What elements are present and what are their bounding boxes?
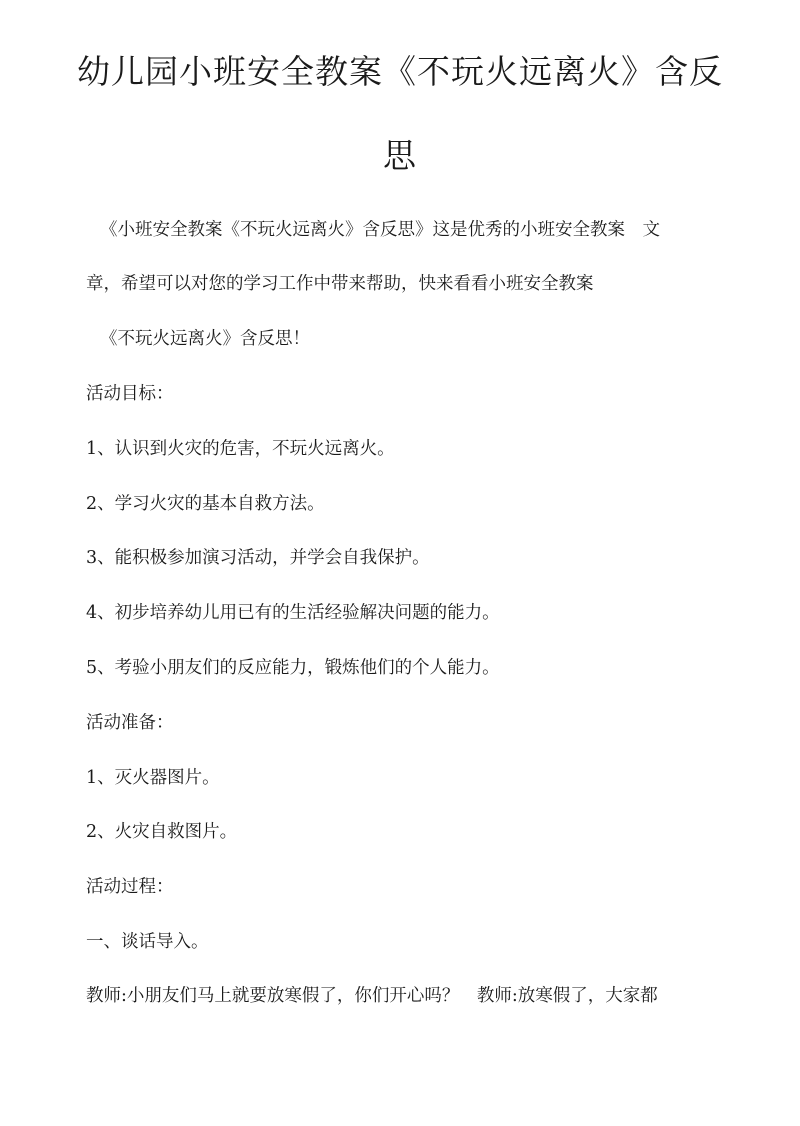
process-heading: 活动过程： — [86, 877, 174, 897]
document-title-line-1: 幼儿园小班安全教案《不玩火远离火》含反 — [77, 52, 723, 91]
prep-heading: 活动准备： — [86, 713, 174, 733]
intro-line-1: 《小班安全教案《不玩火远离火》含反思》这是优秀的小班安全教案 文 — [100, 220, 660, 240]
process-step-1: 一、谈话导入。 — [86, 932, 209, 952]
goal-item-5: 5、考验小朋友们的反应能力，锻炼他们的个人能力。 — [86, 658, 500, 678]
goals-heading: 活动目标： — [86, 384, 174, 404]
goal-item-2: 2、学习火灾的基本自救方法。 — [86, 494, 325, 514]
intro-line-3: 《不玩火远离火》含反思！ — [100, 329, 310, 349]
document-title-line-2: 思 — [383, 136, 417, 175]
prep-item-1: 1、灭火器图片。 — [86, 768, 220, 788]
goal-item-3: 3、能积极参加演习活动，并学会自我保护。 — [86, 548, 430, 568]
goal-item-1: 1、认识到火灾的危害，不玩火远离火。 — [86, 439, 395, 459]
goal-item-4: 4、初步培养幼儿用已有的生活经验解决问题的能力。 — [86, 603, 500, 623]
dialogue-line: 教师:小朋友们马上就要放寒假了，你们开心吗？ 教师:放寒假了，大家都 — [86, 986, 658, 1006]
intro-line-2: 章，希望可以对您的学习工作中带来帮助，快来看看小班安全教案 — [86, 274, 594, 294]
prep-item-2: 2、火灾自救图片。 — [86, 822, 238, 842]
